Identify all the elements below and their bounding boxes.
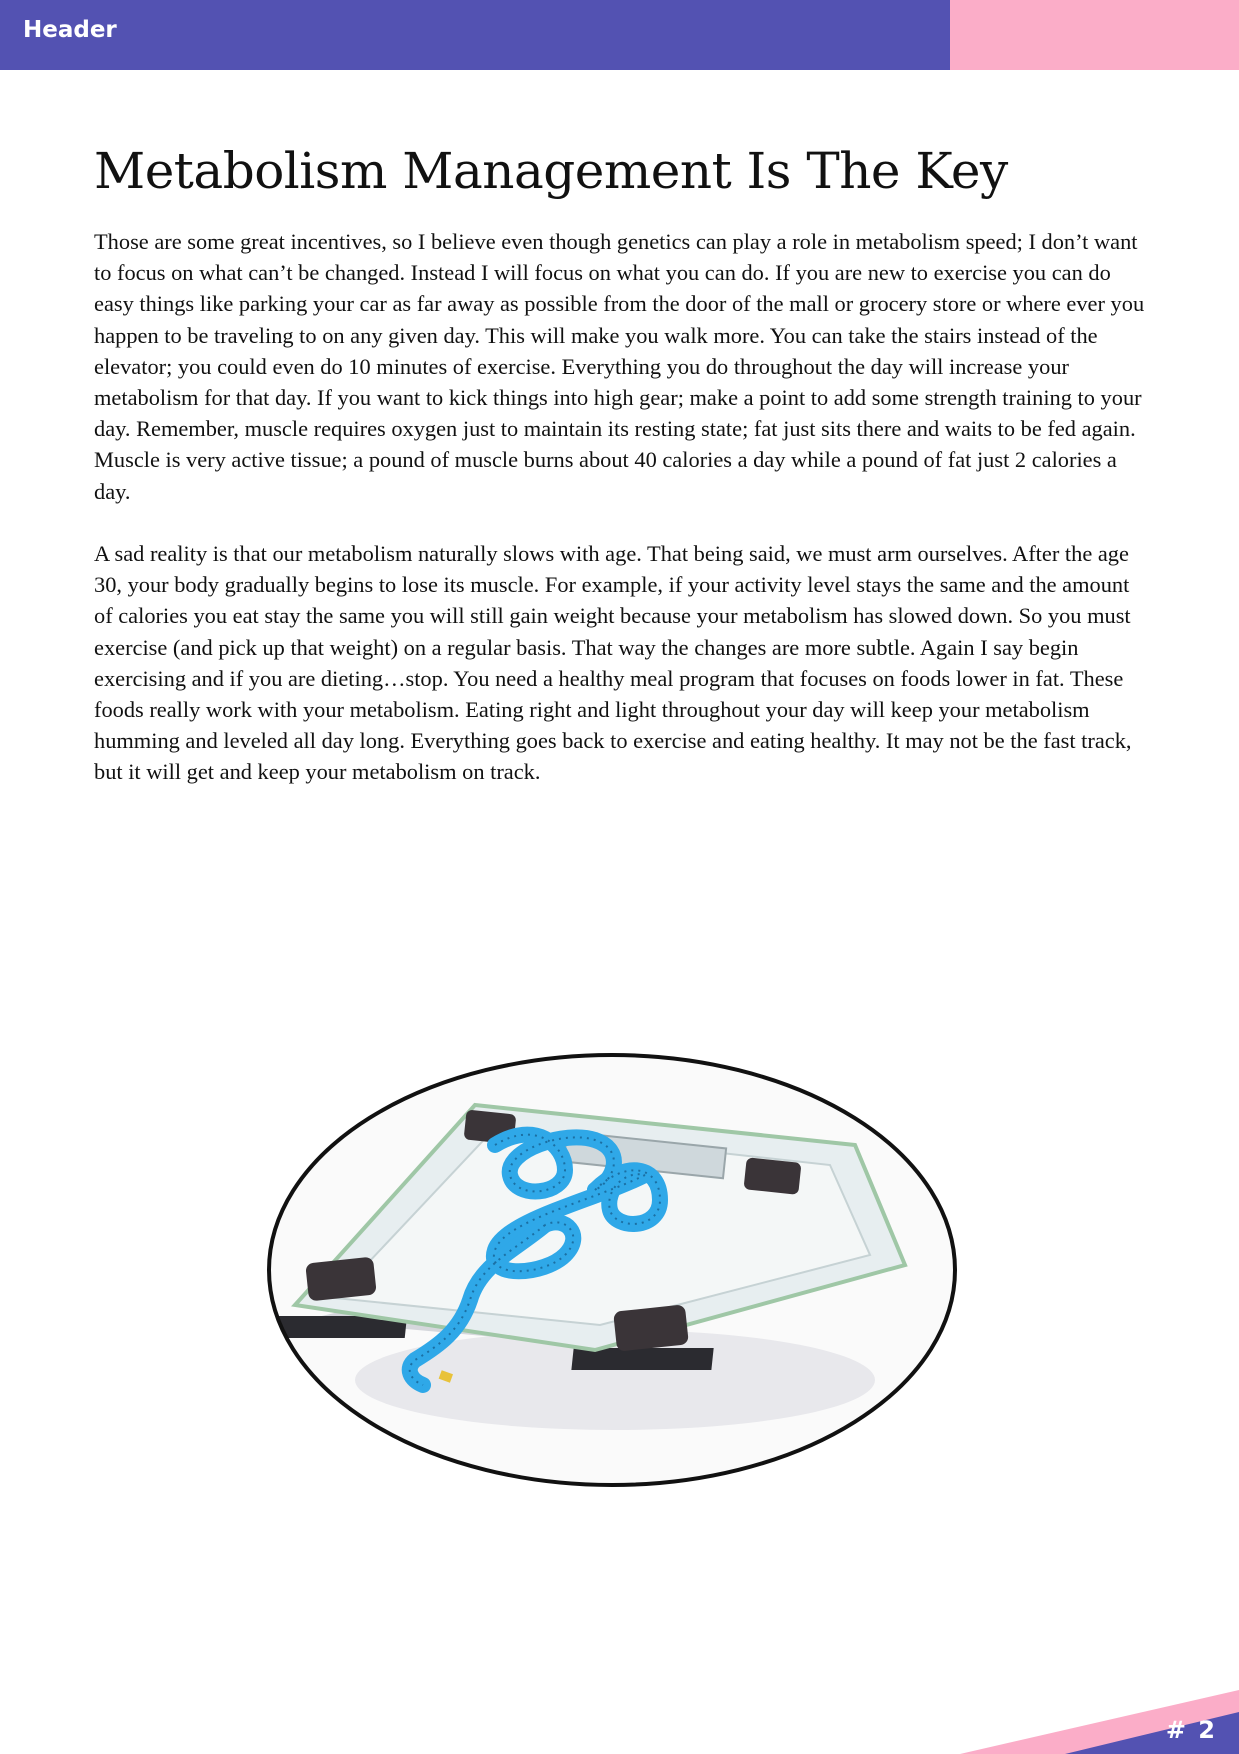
page-number: # 2 [1165,1716,1217,1744]
footer-decoration [0,1640,1239,1754]
scale-pad [743,1157,801,1195]
scale-image [265,1050,960,1490]
article-body [94,226,1149,819]
scale-pad [613,1304,689,1351]
header-bar [0,0,950,70]
scale-pad [305,1257,377,1302]
header-label: Header [23,17,117,43]
page-title: Metabolism Management Is The Key [94,142,1008,200]
header-accent [950,0,1239,70]
paragraph-2: A sad reality is that our metabolism naturally slows with age. That being said, we must arm ourselves. After the age 30, your body gradually begins to lose its muscle. For example, if your activity level stays the same and the amount of calories you eat stay the same you will still gain weight because your metabolism has slowed down. So you must exercise (and pick up that weight) on a regular basis. That way the changes are more subtle. Again I say begin exercising and if you are dieting…stop. You need a healthy meal program that focuses on foods lower in fat. These foods really work with your metabolism. Eating right and light throughout your day will keep your metabolism humming and leveled all day long. Everything goes back to exercise and eating healthy. It may not be the fast track, but it will get and keep your metabolism on track. [94,541,1132,785]
paragraph-1: Those are some great incentives, so I believe even though genetics can play a role in metabolism speed; I don’t want to focus on what can’t be changed. Instead I will focus on what you can do. If you are new to exercise you can do easy things like parking your car as far away as possible from the door of the mall or grocery store or where ever you happen to be traveling to on any given day. This will make you walk more. You can take the stairs instead of the elevator; you could even do 10 minutes of exercise. Everything you do throughout the day will increase your metabolism for that day. If you want to kick things into high gear; make a point to add some strength training to your day. Remember, muscle requires oxygen just to maintain its resting state; fat just sits there and waits to be fed again. Muscle is very active tissue; a pound of muscle burns about 40 calories a day while a pound of fat just 2 calories a day. [94,229,1145,504]
